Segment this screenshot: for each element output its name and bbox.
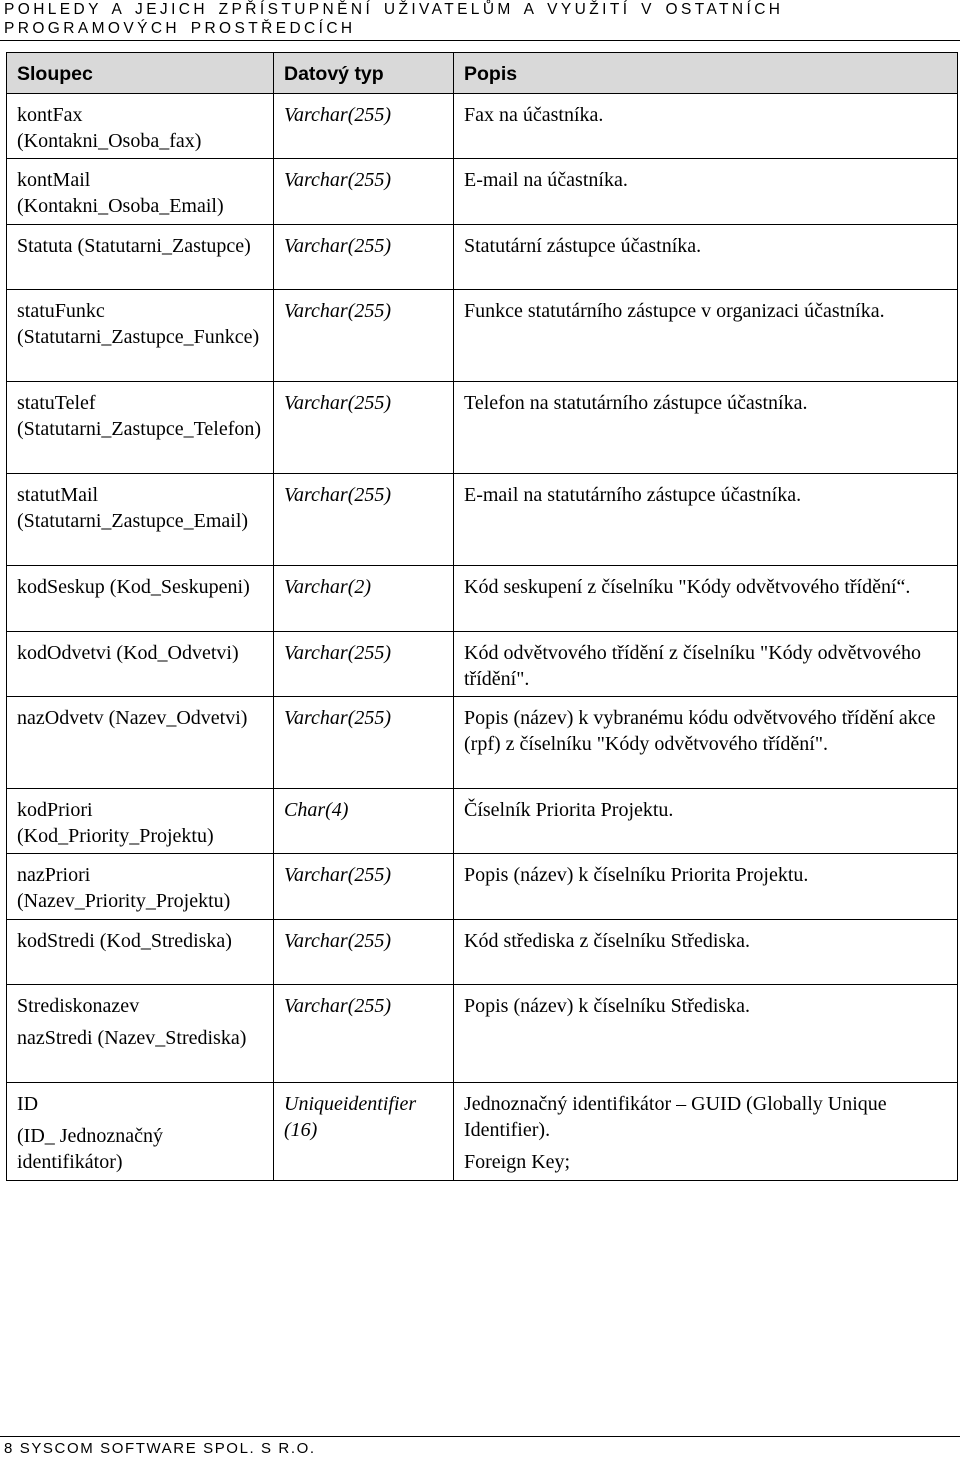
table-row [7, 159, 958, 225]
table-row [7, 290, 958, 382]
page-header: POHLEDY A JEJICH ZPŘÍSTUPNĚNÍ UŽIVATELŮM A VYUŽITÍ V OSTATNÍCH PROGRAMOVÝCH PROSTŘEDCÍCH [4, 1, 784, 37]
table-row [7, 920, 958, 985]
description-cell: Popis (název) k číselníku Priorita Projektu. [454, 854, 958, 920]
datatype-cell: Varchar(255) [274, 94, 454, 159]
table-row [7, 985, 958, 1083]
description-cell: Číselník Priorita Projektu. [454, 789, 958, 854]
table-row [7, 854, 958, 920]
datatype-cell: Varchar(255) [274, 632, 454, 697]
page-footer: 8 SYSCOM SOFTWARE SPOL. S R.O. [4, 1440, 316, 1457]
description-cell: E-mail na statutárního zástupce účastníka. [454, 474, 958, 566]
table-row [7, 382, 958, 474]
column-cell: nazOdvetv (Nazev_Odvetvi) [7, 697, 274, 789]
column-alias: (ID_ Jednoznačný identifikátor) [17, 1125, 164, 1173]
column-name: ID [17, 1093, 39, 1115]
datatype-cell: Varchar(255) [274, 985, 454, 1083]
column-cell: kontFax (Kontakni_Osoba_fax) [7, 94, 274, 159]
column-cell: kodStredi (Kod_Strediska) [7, 920, 274, 985]
column-cell: statuFunkc (Statutarni_Zastupce_Funkce) [7, 290, 274, 382]
datatype-cell: Varchar(255) [274, 474, 454, 566]
column-cell [7, 985, 274, 1083]
description-text: Jednoznačný identifikátor – GUID (Globally Unique Identifier). [464, 1093, 887, 1141]
fields-table [6, 52, 958, 1181]
column-cell: Statuta (Statutarni_Zastupce) [7, 225, 274, 290]
datatype-cell: Varchar(255) [274, 920, 454, 985]
table-row [7, 225, 958, 290]
column-alias: nazStredi (Nazev_Strediska) [17, 1027, 247, 1049]
description-cell: Popis (název) k vybranému kódu odvětvového třídění akce (rpf) z číselníku "Kódy odvětvového třídění". [454, 697, 958, 789]
datatype-cell: Uniqueidentifier (16) [274, 1083, 454, 1181]
footer-rule [0, 1436, 960, 1437]
datatype-cell: Varchar(255) [274, 159, 454, 225]
header-rule [0, 40, 960, 41]
description-cell: Statutární zástupce účastníka. [454, 225, 958, 290]
description-cell: E-mail na účastníka. [454, 159, 958, 225]
table-row [7, 789, 958, 854]
description-cell: Funkce statutárního zástupce v organizaci účastníka. [454, 290, 958, 382]
column-name: Strediskonazev [17, 995, 140, 1017]
description-cell [454, 1083, 958, 1181]
description-cell: Kód odvětvového třídění z číselníku "Kódy odvětvového třídění". [454, 632, 958, 697]
table-header-row [7, 53, 958, 94]
datatype-cell: Varchar(255) [274, 382, 454, 474]
datatype-cell: Varchar(2) [274, 566, 454, 632]
column-header-popis: Popis [454, 53, 958, 94]
table-row [7, 697, 958, 789]
description-cell: Kód seskupení z číselníku "Kódy odvětvového třídění“. [454, 566, 958, 632]
column-cell: kontMail (Kontakni_Osoba_Email) [7, 159, 274, 225]
datatype-cell: Varchar(255) [274, 854, 454, 920]
datatype-cell: Varchar(255) [274, 225, 454, 290]
column-header-sloupec: Sloupec [7, 53, 274, 94]
datatype-cell: Char(4) [274, 789, 454, 854]
table-row [7, 94, 958, 159]
description-cell: Telefon na statutárního zástupce účastníka. [454, 382, 958, 474]
description-cell: Popis (název) k číselníku Střediska. [454, 985, 958, 1083]
column-header-datovy-typ: Datový typ [274, 53, 454, 94]
column-cell: kodPriori (Kod_Priority_Projektu) [7, 789, 274, 854]
column-cell: kodSeskup (Kod_Seskupeni) [7, 566, 274, 632]
description-cell: Kód střediska z číselníku Střediska. [454, 920, 958, 985]
column-cell [7, 1083, 274, 1181]
column-cell: statutMail (Statutarni_Zastupce_Email) [7, 474, 274, 566]
table-row [7, 474, 958, 566]
datatype-cell: Varchar(255) [274, 290, 454, 382]
description-note: Foreign Key; [464, 1151, 571, 1173]
table-row [7, 1083, 958, 1181]
table-row [7, 566, 958, 632]
datatype-cell: Varchar(255) [274, 697, 454, 789]
description-cell: Fax na účastníka. [454, 94, 958, 159]
column-cell: statuTelef (Statutarni_Zastupce_Telefon) [7, 382, 274, 474]
column-cell: nazPriori (Nazev_Priority_Projektu) [7, 854, 274, 920]
table-row [7, 632, 958, 697]
column-cell: kodOdvetvi (Kod_Odvetvi) [7, 632, 274, 697]
